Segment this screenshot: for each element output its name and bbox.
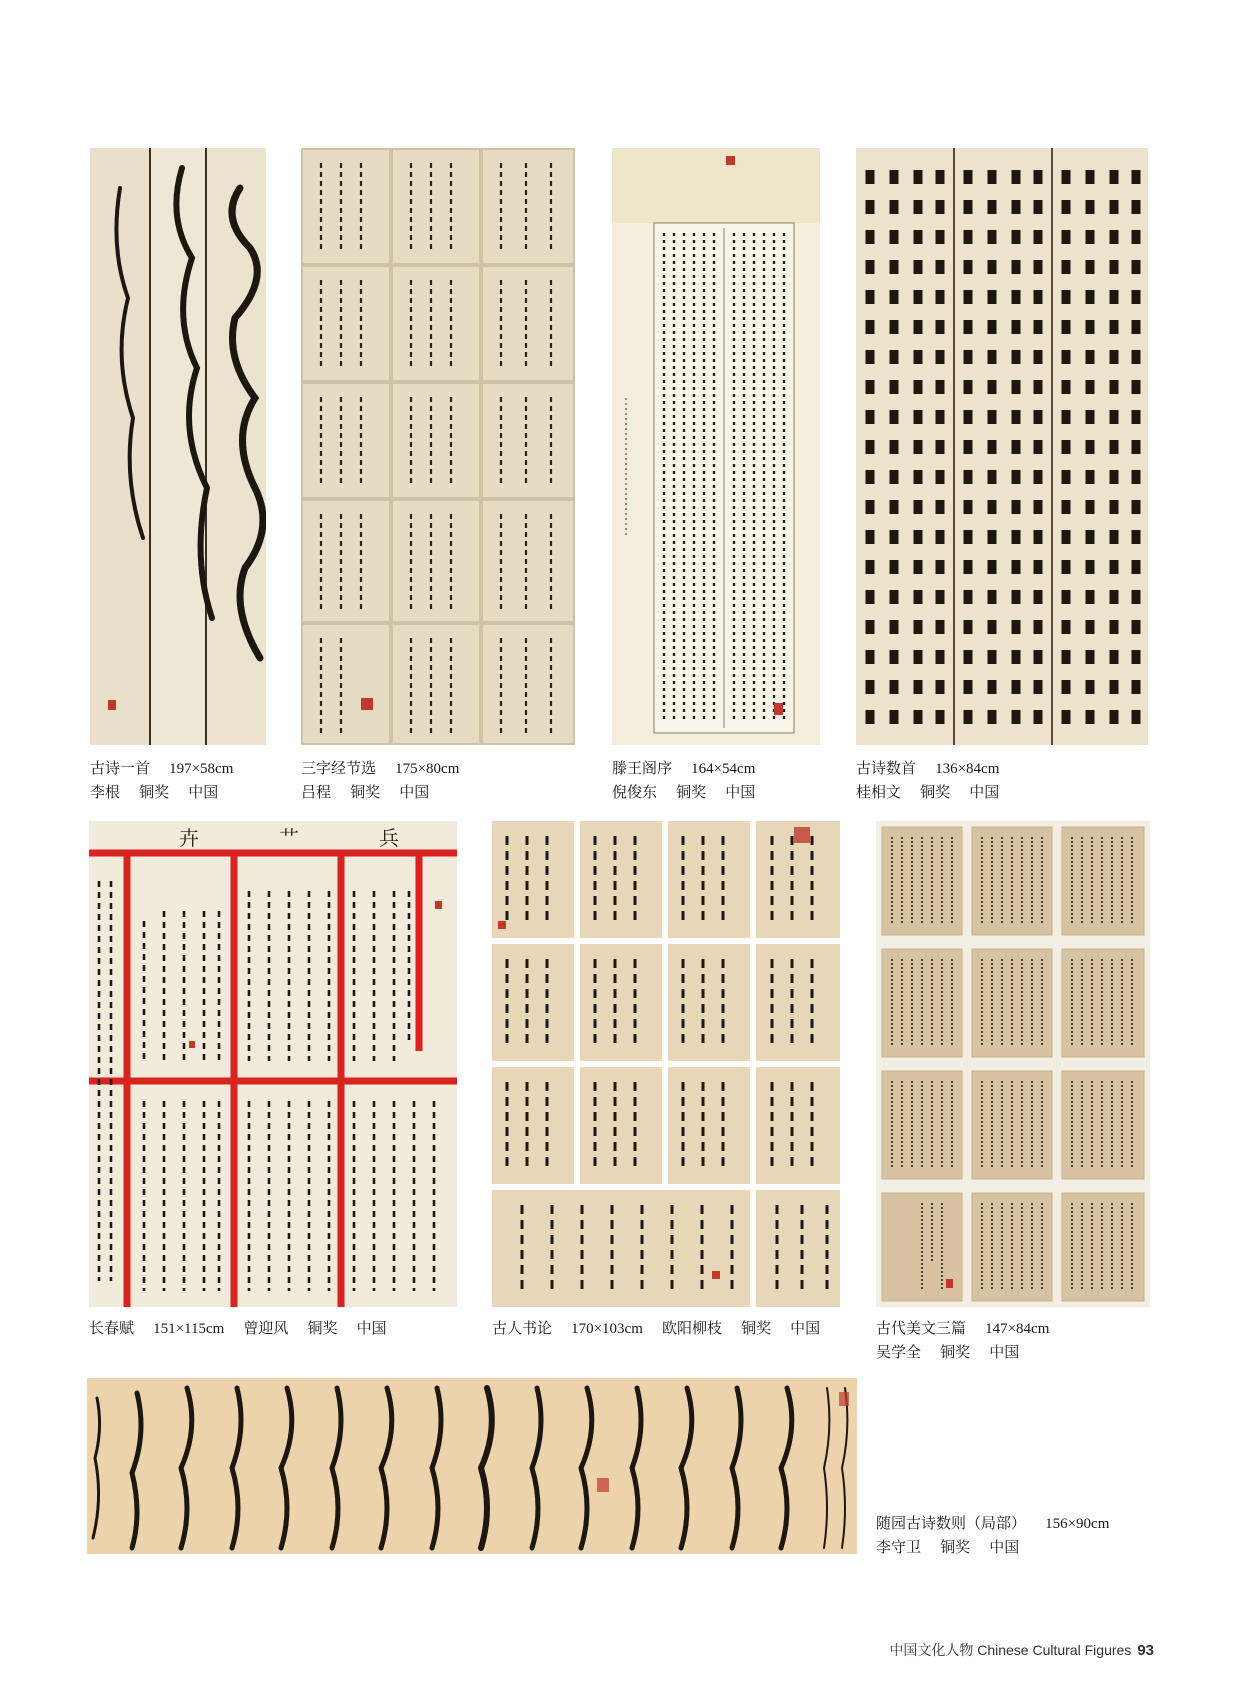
artwork-6-grid [492, 821, 840, 1307]
artwork-1-strips [90, 148, 266, 745]
country-label: 中国 [790, 1319, 821, 1337]
artist-name: 吴学全 [876, 1343, 922, 1361]
artwork-title: 滕王阁序 [612, 759, 673, 777]
artwork-5-image [89, 821, 457, 1307]
country-label: 中国 [989, 1538, 1020, 1556]
artist-name: 李守卫 [876, 1538, 922, 1556]
artwork-8-caption [876, 1512, 1109, 1559]
artwork-size: 175×80cm [395, 761, 460, 777]
award-badge: 铜奖 [307, 1319, 338, 1337]
artwork-size: 147×84cm [985, 1321, 1050, 1337]
magazine-name: 中国文化人物 Chinese Cultural Figures [889, 1642, 1132, 1658]
artwork-5-grid [89, 821, 457, 1307]
artwork-size: 151×115cm [153, 1321, 225, 1337]
artwork-2-caption [301, 757, 459, 804]
artwork-title: 古诗一首 [90, 759, 151, 777]
artwork-title: 古人书论 [492, 1319, 553, 1337]
page-number: 93 [1137, 1642, 1154, 1659]
svg-text:卉: 卉 [179, 826, 199, 850]
artwork-title: 长春赋 [89, 1319, 135, 1337]
artwork-7-caption [876, 1317, 1049, 1364]
svg-text:兵: 兵 [379, 826, 399, 850]
artwork-2-grid [301, 148, 575, 745]
artwork-title: 三字经节选 [301, 759, 377, 777]
artwork-4-caption [856, 757, 999, 804]
award-badge: 铜奖 [350, 783, 381, 801]
country-label: 中国 [725, 783, 756, 801]
award-badge: 铜奖 [940, 1343, 971, 1361]
artwork-5-caption [89, 1317, 387, 1341]
artwork-size: 136×84cm [935, 761, 1000, 777]
award-badge: 铜奖 [940, 1538, 971, 1556]
artwork-1-caption [90, 757, 233, 804]
artwork-8-image [87, 1378, 857, 1554]
artwork-title: 随园古诗数则（局部） [876, 1514, 1027, 1532]
artwork-3-caption [612, 757, 755, 804]
award-badge: 铜奖 [139, 783, 170, 801]
artwork-2-image [301, 148, 575, 745]
artwork-size: 164×54cm [691, 761, 756, 777]
artwork-6-caption [492, 1317, 820, 1341]
country-label: 中国 [188, 783, 219, 801]
country-label: 中国 [356, 1319, 387, 1337]
award-badge: 铜奖 [676, 783, 707, 801]
artwork-3-scroll [612, 148, 820, 745]
artwork-4-panels [856, 148, 1148, 745]
artwork-title: 古代美文三篇 [876, 1319, 967, 1337]
artwork-7-grid [876, 821, 1150, 1307]
svg-text:艹: 艹 [279, 826, 299, 850]
country-label: 中国 [399, 783, 430, 801]
artist-name: 曾迎风 [243, 1319, 289, 1337]
artist-name: 李根 [90, 783, 121, 801]
artwork-size: 156×90cm [1045, 1516, 1110, 1532]
artist-name: 倪俊东 [612, 783, 658, 801]
artwork-7-image [876, 821, 1150, 1307]
artwork-4-image [856, 148, 1148, 745]
artwork-3-image [612, 148, 820, 745]
artist-name: 吕程 [301, 783, 332, 801]
award-badge: 铜奖 [741, 1319, 772, 1337]
page-footer [889, 1640, 1154, 1660]
artwork-size: 197×58cm [169, 761, 234, 777]
artwork-1-image [90, 148, 266, 745]
artist-name: 欧阳柳枝 [661, 1319, 722, 1337]
country-label: 中国 [989, 1343, 1020, 1361]
artwork-title: 古诗数首 [856, 759, 917, 777]
artist-name: 桂相文 [856, 783, 902, 801]
artwork-size: 170×103cm [571, 1321, 643, 1337]
artwork-6-image [492, 821, 840, 1307]
award-badge: 铜奖 [920, 783, 951, 801]
country-label: 中国 [969, 783, 1000, 801]
artwork-8-scroll [87, 1378, 857, 1554]
